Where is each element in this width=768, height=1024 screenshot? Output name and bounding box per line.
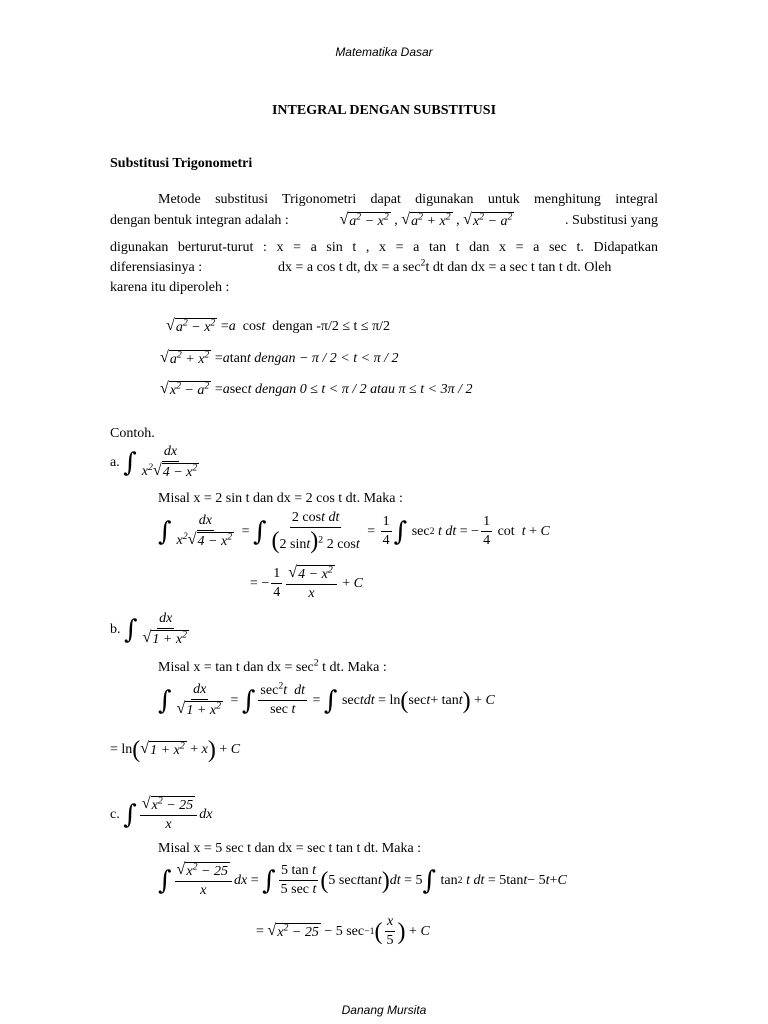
running-header: Matematika Dasar — [335, 45, 433, 59]
intro-line-3: digunakan berturut-turut : x = a sin t , x = a tan t dan x = a sec t. Didapatkan — [110, 240, 658, 255]
identity-2: √ $a^2 + x^2$ = a tan t dengan − π / 2 < t < π / 2 — [160, 349, 399, 367]
example-b-solution-1: ∫ dx √ $1 + x^2$ = ∫ $\frac{\sec^2t dt}{\text{sec t}}$ = ∫ sec t dt = ln ( sec t + tan t ) + C — [158, 680, 495, 718]
examples-heading: Contoh. — [110, 426, 155, 441]
intro-line-2-tail: . Substitusi yang — [565, 213, 658, 228]
intro-line-2-text: dengan bentuk integran adalah : — [110, 213, 289, 228]
footer-author: Danang Mursita — [341, 1003, 427, 1017]
example-c-solution-1: ∫ √ $x^2 - 25$ x dx = ∫ $\frac{\text{5 tan t}}{\text{5 sec t}}$ ( 5 sec t tan t ) dt = 5 ∫ tan 2 t dt = 5tan t − 5 t + C — [158, 861, 567, 898]
intro-line-4 — [110, 257, 658, 276]
intro-line-4-formulas: dx = a cos t dt, dx = a $\sec^2t$ dt dan dx = a sec t tan t dt. Oleh — [278, 257, 612, 275]
example-a-solution-2: = − $\frac{1}{4}$ √ $4 - x^2$ x + C — [250, 564, 363, 601]
example-c-step: Misal x = 5 sec t dan dx = sec t tan t dt. Maka : — [158, 841, 422, 856]
example-b-step: Misal x = tan t dan dx = $\sec^2 t$ dt. Maka : — [158, 657, 387, 675]
example-a-step: Misal x = 2 sin t dan dx = 2 cos t dt. Maka : — [158, 491, 403, 506]
radical-forms: √ $a^2 - x^2$ , √ $a^2 + x^2$ , √ $x^2 - a^2$ — [339, 211, 513, 229]
example-a-problem: a. ∫ dx $x^2$ √ $4 - x^2$ — [110, 444, 198, 480]
intro-line-2 — [110, 212, 658, 230]
example-a-solution-1: ∫ dx $x^2$ √ $4 - x^2$ = ∫ $\frac{\text{2 cost dt}}{(2 \sin t)^2 2 \cos t}$ = $\frac{1}{4}$ ∫ sec 2 t dt = − $\frac{1}{4}$ cot t + C — [158, 510, 550, 554]
intro-line-4-label: diferensiasinya : — [110, 260, 203, 275]
example-c-problem: c. ∫ √ $x^2 - 25$ x dx — [110, 795, 213, 832]
example-b-solution-2: = ln ( √ $1 + x^2$ + x ) + C — [110, 737, 241, 763]
identity-3: √ $x^2 - a^2$ = a sec t dengan 0 ≤ t < π / 2 atau π ≤ t < 3π / 2 — [160, 380, 473, 398]
page-title: INTEGRAL DENGAN SUBSTITUSI — [271, 103, 497, 118]
intro-line-1: Metode substitusi Trigonometri dapat digunakan untuk menghitung integral — [158, 192, 658, 207]
example-b-problem: b. ∫ dx √ $1 + x^2$ — [110, 611, 187, 647]
intro-line-5: karena itu diperoleh : — [110, 280, 230, 295]
section-heading: Substitusi Trigonometri — [110, 156, 253, 171]
identity-1: √ $a^2 - x^2$ = a cos t dengan -π/2 ≤ t ≤ π/2 — [166, 317, 391, 335]
example-c-solution-2: = √ $x^2 - 25$ − 5 sec −1 ( $\frac{x}{5}$ ) + C — [256, 914, 430, 948]
